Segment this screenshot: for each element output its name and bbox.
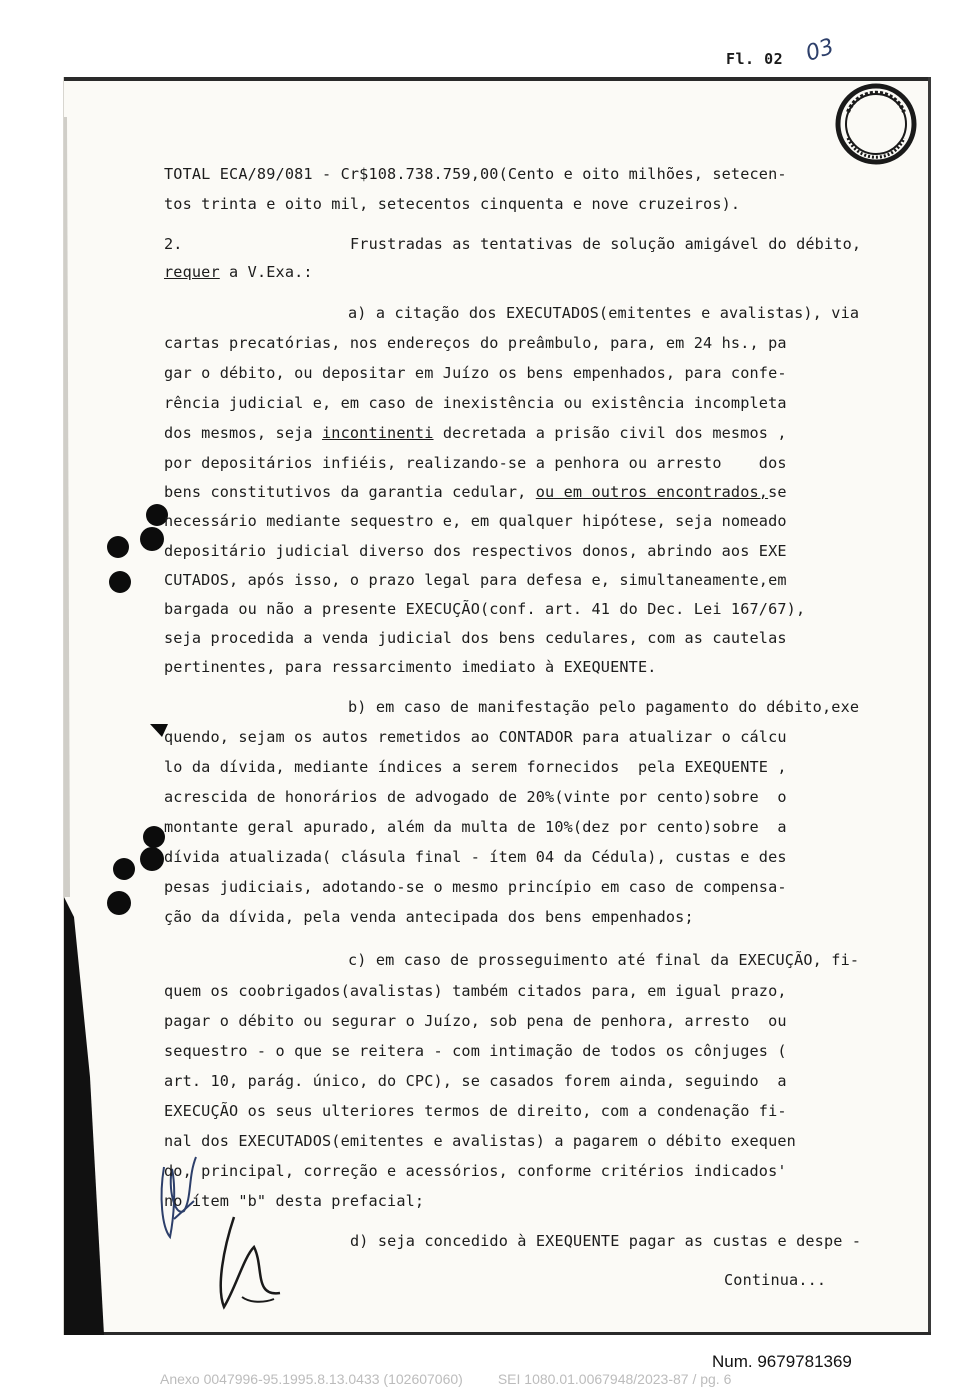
paragraph-b-line-5: montante geral apurado, além da multa de 10%(dez por cento)sobre a xyxy=(164,818,787,836)
item-2-line-1: Frustradas as tentativas de solução amigável do débito, xyxy=(350,235,862,253)
punch-hole-5 xyxy=(143,826,165,848)
circular-stamp-seal-icon xyxy=(834,82,918,166)
punch-hole-2 xyxy=(140,527,164,551)
annex-reference: Anexo 0047996-95.1995.8.13.0433 (102607060) SEI 1080.01.0067948/2023-87 / pg. 6 xyxy=(160,1371,732,1387)
handwritten-signatures xyxy=(104,1127,304,1335)
item-2-number: 2. xyxy=(164,235,183,253)
a-line-5-pre: dos mesmos, seja xyxy=(164,424,322,442)
paragraph-c-line-9: no ítem "b" desta prefacial; xyxy=(164,1192,425,1210)
paragraph-a-line-13: pertinentes, para ressarcimento imediato à EXEQUENTE. xyxy=(164,658,657,676)
paragraph-a-line-9: depositário judicial diverso dos respectivos donos, abrindo aos EXE xyxy=(164,542,787,560)
a-line-7-pre: bens constitutivos da garantia cedular, xyxy=(164,483,536,501)
paragraph-b-line-1: b) em caso de manifestação pelo pagamento do débito,exe xyxy=(348,698,860,716)
paragraph-c-line-6: EXECUÇÃO os seus ulteriores termos de direito, com a condenação fi- xyxy=(164,1102,787,1120)
paragraph-a-line-11: bargada ou não a presente EXECUÇÃO(conf. art. 41 do Dec. Lei 167/67), xyxy=(164,600,806,618)
a-line-5-post: decretada a prisão civil dos mesmos , xyxy=(433,424,787,442)
paragraph-c-line-4: sequestro - o que se reitera - com intimação de todos os cônjuges ( xyxy=(164,1042,787,1060)
paragraph-b-line-2: quendo, sejam os autos remetidos ao CONTADOR para atualizar o cálcu xyxy=(164,728,787,746)
paragraph-c-line-5: art. 10, parág. único, do CPC), se casados forem ainda, seguindo a xyxy=(164,1072,787,1090)
item-2-line-2 xyxy=(164,262,313,282)
paragraph-b-line-3: lo da dívida, mediante índices a serem fornecidos pela EXEQUENTE , xyxy=(164,758,787,776)
continua-label: Continua... xyxy=(724,1271,827,1289)
paragraph-a-line-12: seja procedida a venda judicial dos bens cedulares, com as cautelas xyxy=(164,629,787,647)
paragraph-b-line-6: dívida atualizada( clásula final - ítem 04 da Cédula), custas e des xyxy=(164,848,787,866)
punch-hole-3 xyxy=(107,536,129,558)
paragraph-a-line-2: cartas precatórias, nos endereços do preâmbulo, para, em 24 hs., pa xyxy=(164,334,787,352)
punch-hole-6 xyxy=(140,847,164,871)
paragraph-a-line-1: a) a citação dos EXECUTADOS(emitentes e avalistas), via xyxy=(348,304,860,322)
paragraph-a-line-10: CUTADOS, após isso, o prazo legal para defesa e, simultaneamente,em xyxy=(164,571,787,589)
paragraph-b-line-8: ção da dívida, pela venda antecipada dos bens empenhados; xyxy=(164,908,694,926)
paragraph-b-line-7: pesas judiciais, adotando-se o mesmo princípio em caso de compensa- xyxy=(164,878,787,896)
paragraph-b-line-4: acrescida de honorários de advogado de 20%(vinte por cento)sobre o xyxy=(164,788,787,806)
total-line-2: tos trinta e oito mil, setecentos cinquenta e nove cruzeiros). xyxy=(164,195,741,213)
paragraph-c-line-1: c) em caso de prosseguimento até final da EXECUÇÃO, fi- xyxy=(348,951,860,969)
punch-hole-4 xyxy=(109,571,131,593)
punch-hole-7 xyxy=(113,858,135,880)
paragraph-c-line-8: do, principal, correção e acessórios, conforme critérios indicados' xyxy=(164,1162,787,1180)
total-line-1: TOTAL ECA/89/081 - Cr$108.738.759,00(Cento e oito milhões, setecen- xyxy=(164,165,787,183)
paragraph-a-line-5 xyxy=(164,423,787,443)
item-2-line-2-rest: a V.Exa.: xyxy=(219,263,313,281)
paragraph-a-line-6: por depositários infiéis, realizando-se a penhora ou arresto dos xyxy=(164,454,787,472)
paragraph-d-line-1: d) seja concedido à EXEQUENTE pagar as custas e despe - xyxy=(350,1232,862,1250)
scan-edge-right xyxy=(928,77,931,1335)
incontinenti-underlined: incontinenti xyxy=(322,424,434,442)
paragraph-a-line-7 xyxy=(164,482,787,502)
paragraph-c-line-7: nal dos EXECUTADOS(emitentes e avalistas) a pagarem o débito exequen xyxy=(164,1132,796,1150)
requer-underlined: requer xyxy=(164,263,220,281)
paragraph-a-line-8: necessário mediante sequestro e, em qualquer hipótese, seja nomeado xyxy=(164,512,787,530)
folio-label: Fl. 02 xyxy=(726,50,784,68)
punch-hole-8 xyxy=(107,891,131,915)
document-number: Num. 9679781369 xyxy=(712,1352,852,1371)
paragraph-c-line-3: pagar o débito ou segurar o Juízo, sob pena de penhora, arresto ou xyxy=(164,1012,787,1030)
a-line-7-post: se xyxy=(768,483,787,501)
outros-encontrados-underlined: ou em outros encontrados, xyxy=(535,483,769,501)
folio-handwritten-number: 03 xyxy=(802,34,838,67)
paragraph-a-line-4: rência judicial e, em caso de inexistência ou existência incompleta xyxy=(164,394,787,412)
paragraph-c-line-2: quem os coobrigados(avalistas) também citados para, em igual prazo, xyxy=(164,982,787,1000)
paragraph-a-line-3: gar o débito, ou depositar em Juízo os bens empenhados, para confe- xyxy=(164,364,787,382)
